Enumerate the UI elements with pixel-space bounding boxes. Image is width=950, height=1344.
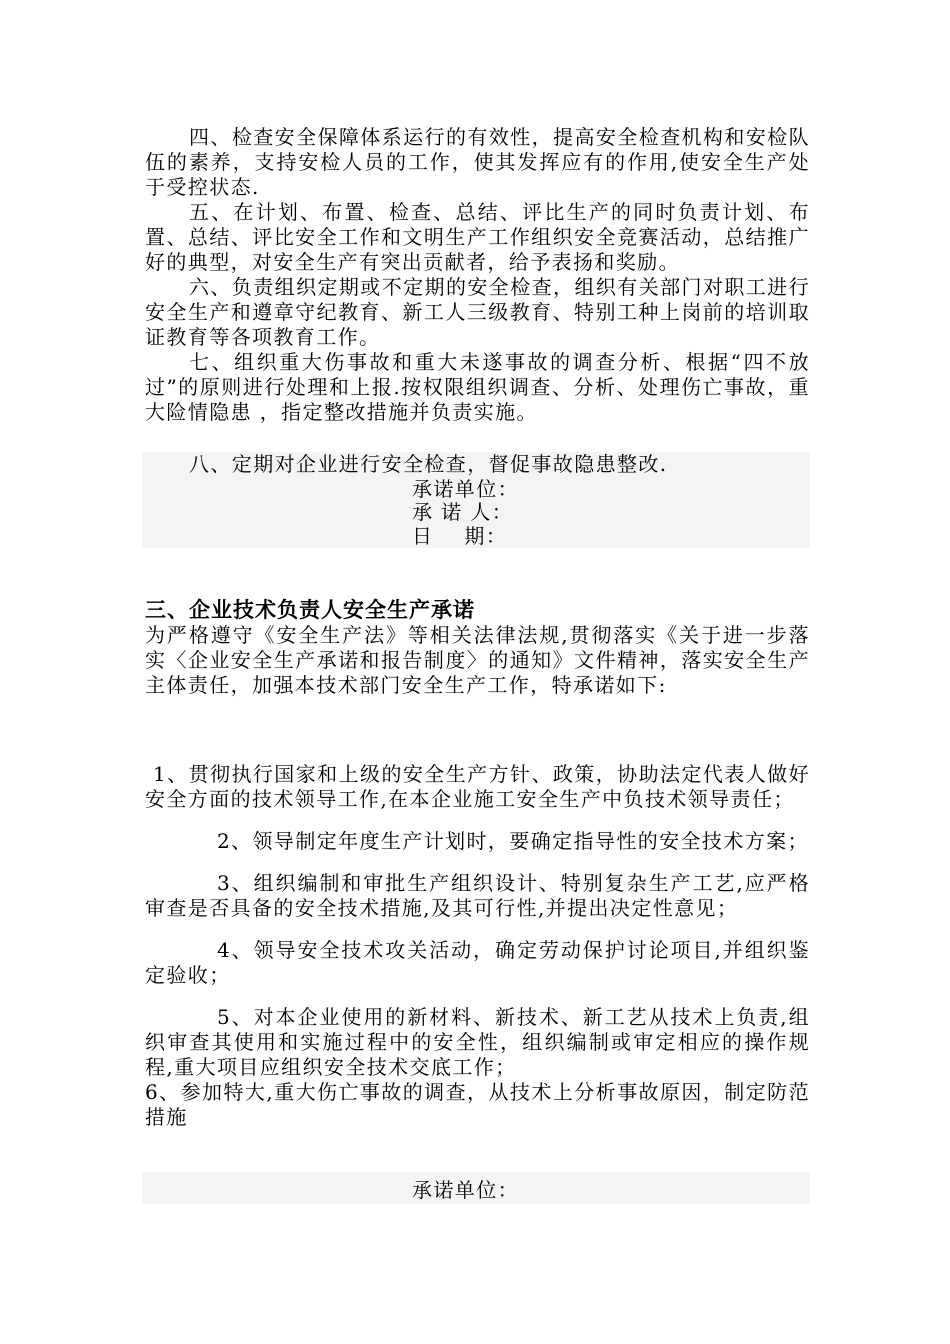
sign-date-label: 日 期： [412, 524, 508, 548]
commitment-item-4: 4、领导安全技术攻关活动，确定劳动保护讨论项目,并组织鉴定验收； [145, 938, 810, 987]
paragraph-item-8: 八、定期对企业进行安全检查，督促事故隐患整改. [189, 452, 668, 476]
section3-title: 三、企业技术负责人安全生产承诺 [145, 597, 475, 622]
commitment-item-6: 6、参加特大,重大伤亡事故的调查，从技术上分析事故原因，制定防范措施 [145, 1080, 810, 1129]
sign-person-label: 承 诺 人： [412, 500, 514, 524]
paragraph-item-4: 四、检查安全保障体系运行的有效性，提高安全检查机构和安检队伍的素养，支持安检人员的工作，使其发挥应有的作用,使安全生产处于受控状态. [145, 125, 810, 199]
section3-intro: 为严格遵守《安全生产法》等相关法律法规,贯彻落实《关于进一步落实〈企业安全生产承诺和报告制度〉的通知》文件精神，落实安全生产主体责任，加强本技术部门安全生产工作，特承诺如下: [145, 623, 810, 697]
commitment-item-2: 2、领导制定年度生产计划时，要确定指导性的安全技术方案； [217, 829, 809, 853]
paragraph-item-8-wrap [145, 452, 810, 477]
sign-unit-label: 承诺单位： [412, 477, 519, 501]
paragraph-item-6: 六、负责组织定期或不定期的安全检查，组织有关部门对职工进行安全生产和遵章守纪教育、新工人三级教育、特别工种上岗前的培训取证教育等各项教育工作。 [145, 275, 810, 349]
commitment-item-1: 1、贯彻执行国家和上级的安全生产方针、政策，协助法定代表人做好安全方面的技术领导工作,在本企业施工安全生产中负技术领导责任； [145, 762, 810, 811]
paragraph-item-5: 五、在计划、布置、检查、总结、评比生产的同时负责计划、布置、总结、评比安全工作和文明生产工作组织安全竞赛活动，总结推广好的典型，对安全生产有突出贡献者，给予表扬和奖励。 [145, 200, 810, 274]
commitment-item-5: 5、对本企业使用的新材料、新技术、新工艺从技术上负责,组织审查其使用和实施过程中的安全性，组织编制或审定相应的操作规程,重大项目应组织安全技术交底工作； [145, 1005, 810, 1079]
section3-sign-unit: 承诺单位： [412, 1178, 519, 1202]
commitment-item-3: 3、组织编制和审批生产组织设计、特别复杂生产工艺,应严格审查是否具备的安全技术措施,及其可行性,并提出决定性意见； [145, 871, 810, 920]
section3-items [145, 762, 810, 1130]
section3-header [145, 597, 810, 698]
prev-section-body [145, 125, 810, 425]
paragraph-item-7: 七、组织重大伤事故和重大未遂事故的调查分析、根据“四不放过”的原则进行处理和上报.按权限组织调查、分析、处理伤亡事故，重大险情隐患 ，指定整改措施并负责实施。 [145, 350, 810, 424]
